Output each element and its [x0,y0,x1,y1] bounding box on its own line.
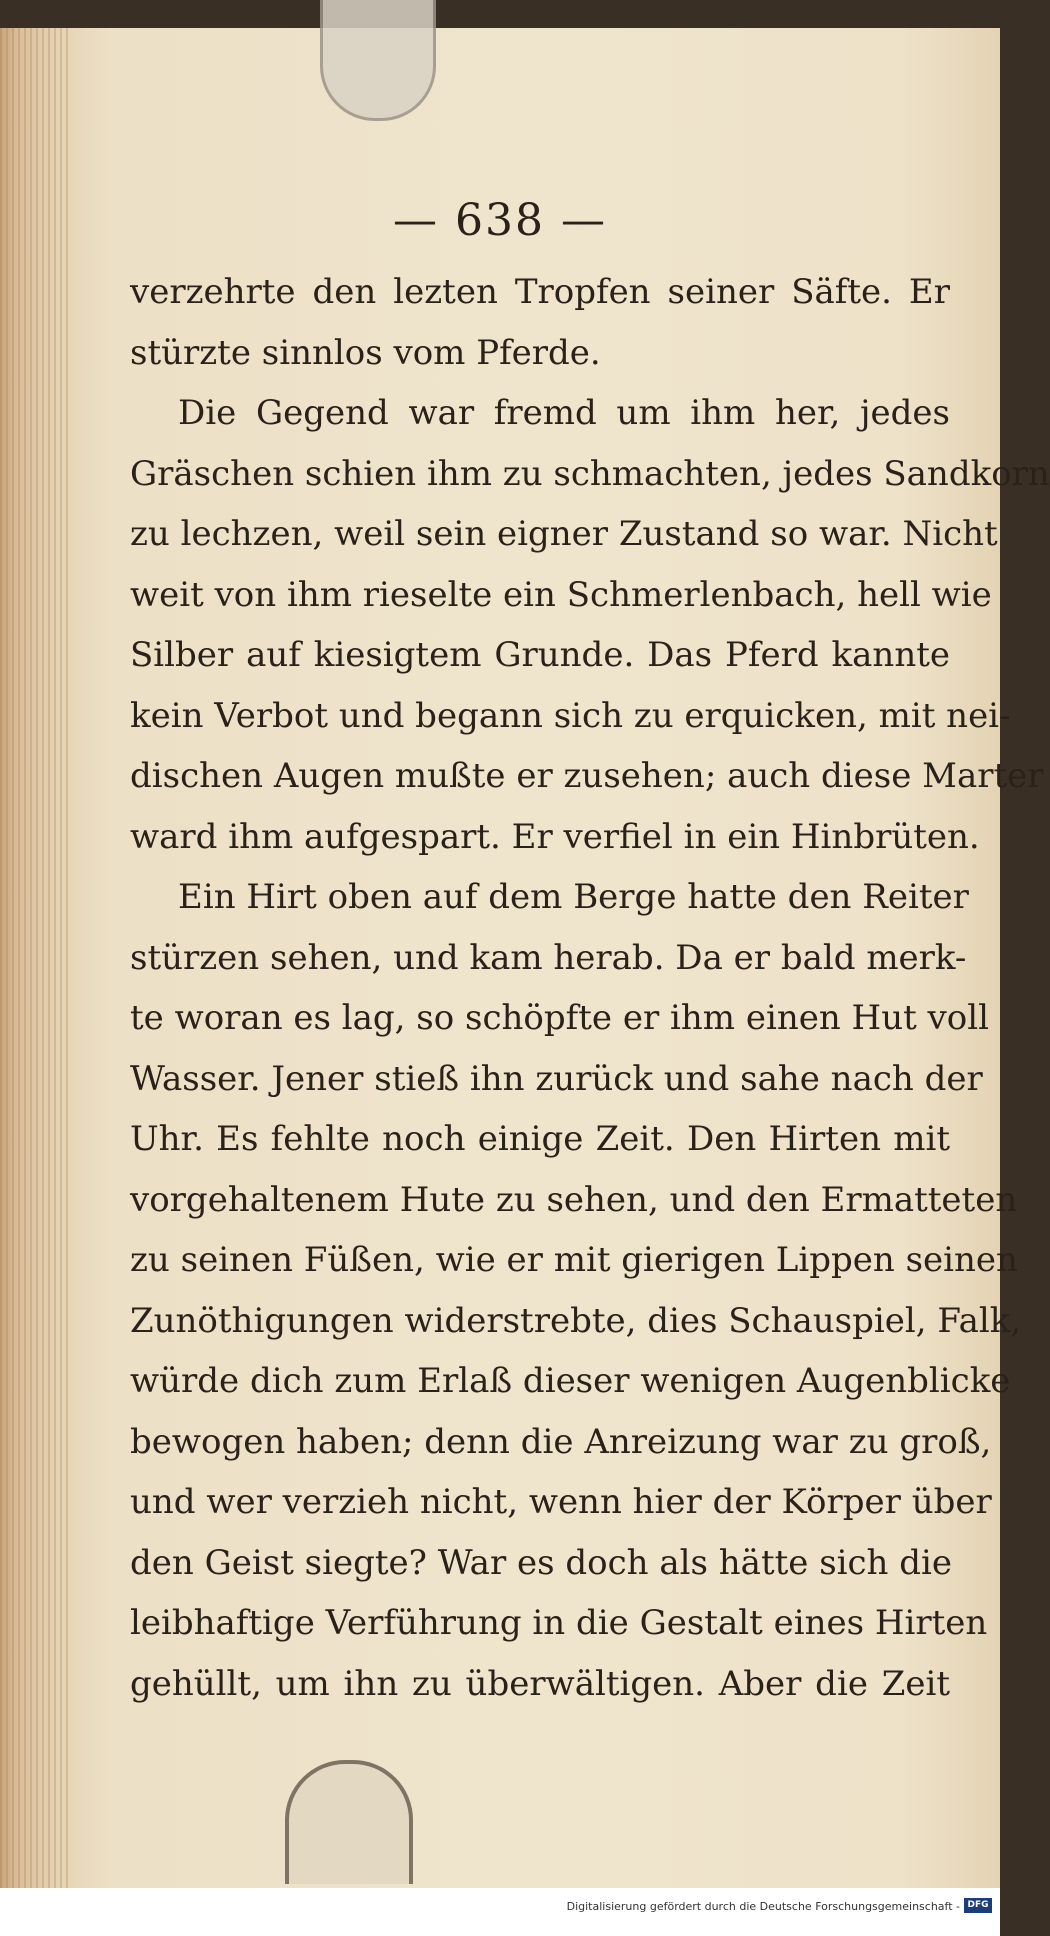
text-line: leibhaftige Verführung in die Gestalt eines Hirten [130,1603,988,1643]
text-line: und wer verzieh nicht, wenn hier der Körper über [130,1482,992,1522]
page-number-header: — 638 — [393,195,607,246]
text-line: den Geist siegte? War es doch als hätte sich die [130,1542,953,1583]
text-line: stürzte sinnlos vom Pferde. [130,332,601,373]
text-line: Gräschen schien ihm zu schmachten, jedes Sandkorn [130,453,1050,494]
digitization-footer [0,1888,1000,1936]
page-edge [0,28,70,1888]
text-line: würde dich zum Erlaß dieser wenigen Augenblicke [130,1361,1011,1401]
text-line: weit von ihm rieselte ein Schmerlenbach, hell wie [130,574,992,615]
text-line: dischen Augen mußte er zusehen; auch diese Marter [130,756,1044,796]
text-line: Wasser. Jener stieß ihn zurück und sahe nach der [130,1058,983,1099]
text-line: verzehrte den lezten Tropfen seiner Säfte. Er [130,272,950,312]
text-line: Zunöthigungen widerstrebte, dies Schauspiel, Falk, [130,1300,1022,1341]
page-text [130,262,1050,1714]
funding-credit: Digitalisierung gefördert durch die Deutsche Forschungsgemeinschaft - [566,1900,960,1913]
text-line: Ein Hirt oben auf dem Berge hatte den Reiter [178,877,969,917]
text-line: stürzen sehen, und kam herab. Da er bald merk- [130,937,967,978]
text-line: zu seinen Füßen, wie er mit gierigen Lippen seinen [130,1240,1018,1280]
text-line: vorgehaltenem Hute zu sehen, und den Ermatteten [130,1179,1018,1220]
text-line: kein Verbot und begann sich zu erquicken, mit nei- [130,695,1011,736]
dfg-logo: DFG [964,1898,992,1913]
text-line: gehüllt, um ihn zu überwältigen. Aber die Zeit [130,1663,950,1704]
text-line: te woran es lag, so schöpfte er ihm einen Hut voll [130,998,989,1038]
text-line: zu lechzen, weil sein eigner Zustand so war. Nicht [130,514,998,554]
text-line: Die Gegend war fremd um ihm her, jedes [178,393,950,433]
page-clip-bottom [285,1760,413,1884]
text-line: Silber auf kiesigtem Grunde. Das Pferd kannte [130,635,950,675]
text-line: ward ihm aufgespart. Er verfiel in ein Hinbrüten. [130,816,980,857]
text-line: bewogen haben; denn die Anreizung war zu groß, [130,1421,992,1462]
text-line: Uhr. Es fehlte noch einige Zeit. Den Hirten mit [130,1119,950,1159]
page-clip-top [320,0,436,121]
